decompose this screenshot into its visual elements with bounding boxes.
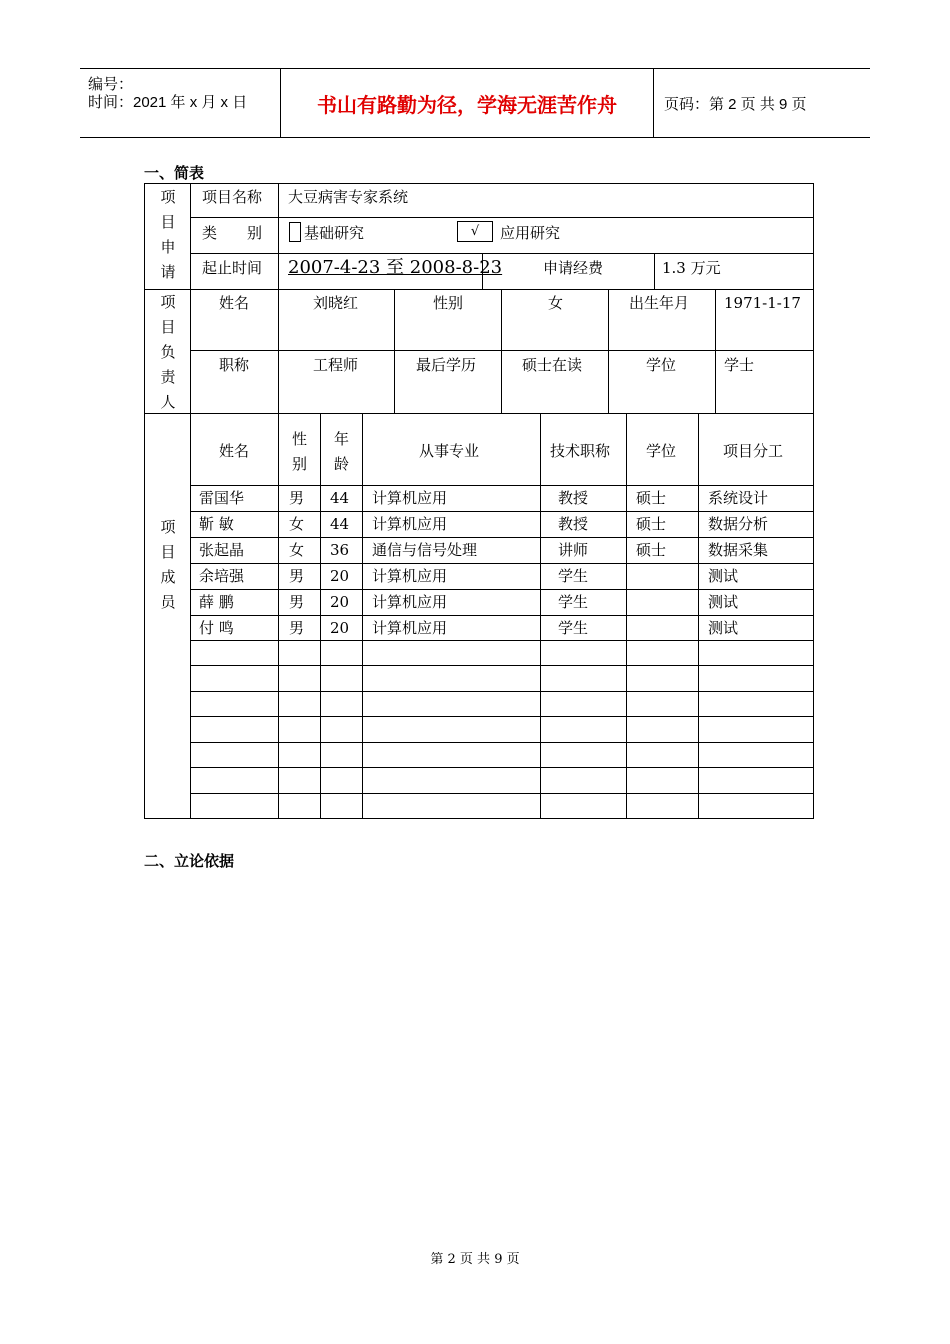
period-label: 起止时间 (202, 259, 263, 277)
basic-research-checkbox (289, 222, 301, 242)
group-char: 申 (160, 238, 176, 256)
member-title: 教授 (558, 489, 589, 507)
members-header-degree: 学位 (646, 442, 677, 460)
member-major: 通信与信号处理 (372, 541, 478, 559)
section-title-basis: 二、立论依据 (144, 852, 235, 870)
member-age: 20 (330, 593, 350, 611)
group-char: 请 (160, 263, 176, 281)
header-meta (80, 69, 281, 137)
table-rule (190, 485, 814, 486)
table-rule (190, 767, 814, 768)
group-char: 人 (160, 393, 176, 411)
members-header-title: 技术职称 (550, 442, 611, 460)
table-rule (190, 716, 814, 717)
table-rule (190, 537, 814, 538)
table-rule (190, 563, 814, 564)
applied-research-label: 应用研究 (500, 224, 561, 242)
member-major: 计算机应用 (372, 489, 448, 507)
doc-time: 时间：2021 年 x 月 x 日 (88, 94, 248, 111)
table-rule (190, 183, 191, 819)
table-rule (190, 217, 814, 218)
leader-degree-value: 学士 (724, 356, 755, 374)
table-rule (278, 413, 279, 819)
member-gender: 男 (289, 593, 305, 611)
fund-value: 1.3 万元 (662, 259, 721, 277)
member-name: 靳 敏 (199, 515, 234, 533)
group-char: 项 (160, 518, 176, 536)
category-label: 类 别 (202, 224, 263, 242)
group-char: 项 (160, 293, 176, 311)
table-rule (394, 289, 395, 413)
leader-edu-value: 硕士在读 (522, 356, 583, 374)
group-char: 目 (160, 318, 176, 336)
leader-title-label: 职称 (219, 356, 250, 374)
members-header-name: 姓名 (219, 442, 250, 460)
leader-degree-label: 学位 (646, 356, 677, 374)
member-age: 20 (330, 567, 350, 585)
member-degree: 硕士 (636, 489, 667, 507)
section-title-summary: 一、简表 (144, 164, 205, 182)
member-age: 20 (330, 619, 350, 637)
member-gender: 男 (289, 619, 305, 637)
leader-edu-label: 最后学历 (416, 356, 477, 374)
group-char: 项 (160, 188, 176, 206)
members-header-gender-1: 性 (292, 430, 308, 448)
group-char: 目 (160, 213, 176, 231)
table-rule (654, 253, 655, 289)
table-rule (190, 742, 814, 743)
group-char: 负 (160, 343, 176, 361)
table-rule (190, 640, 814, 641)
group-char: 目 (160, 543, 176, 561)
member-major: 计算机应用 (372, 567, 448, 585)
table-rule (608, 289, 609, 413)
members-header-role: 项目分工 (723, 442, 784, 460)
member-role: 测试 (708, 567, 739, 585)
leader-birth-value: 1971-1-17 (724, 294, 801, 312)
member-gender: 女 (289, 515, 305, 533)
table-rule (320, 413, 321, 819)
table-rule (190, 665, 814, 666)
table-rule (626, 413, 627, 819)
table-rule (144, 289, 814, 290)
member-major: 计算机应用 (372, 515, 448, 533)
table-rule (190, 615, 814, 616)
member-name: 张起晶 (199, 541, 245, 559)
table-rule (190, 511, 814, 512)
member-gender: 男 (289, 567, 305, 585)
group-char: 责 (160, 368, 176, 386)
member-role: 数据采集 (708, 541, 769, 559)
table-rule (190, 350, 814, 351)
table-rule (698, 413, 699, 819)
doc-number: 编号： (88, 76, 134, 93)
members-header-age-2: 龄 (334, 455, 350, 473)
table-rule (190, 253, 814, 254)
member-role: 系统设计 (708, 489, 769, 507)
page-footer: 第 2 页 共 9 页 (430, 1252, 520, 1267)
header-page: 页码：第 2 页 共 9 页 (664, 95, 807, 113)
member-title: 教授 (558, 515, 589, 533)
leader-gender-label: 性别 (433, 294, 464, 312)
member-name: 付 鸣 (199, 619, 234, 637)
member-age: 44 (330, 489, 350, 507)
leader-birth-label: 出生年月 (629, 294, 690, 312)
project-name-label: 项目名称 (202, 188, 263, 206)
member-major: 计算机应用 (372, 593, 448, 611)
fund-label: 申请经费 (543, 259, 604, 277)
member-name: 雷国华 (199, 489, 245, 507)
project-name-value: 大豆病害专家系统 (288, 188, 409, 206)
member-title: 学生 (558, 567, 589, 585)
table-rule (362, 413, 363, 819)
member-role: 测试 (708, 593, 739, 611)
group-char: 成 (160, 568, 176, 586)
member-age: 44 (330, 515, 350, 533)
members-header-major: 从事专业 (419, 442, 480, 460)
member-gender: 男 (289, 489, 305, 507)
leader-gender-value: 女 (548, 294, 564, 312)
member-degree: 硕士 (636, 515, 667, 533)
table-rule (501, 289, 502, 413)
group-char: 员 (160, 593, 176, 611)
member-title: 讲师 (558, 541, 589, 559)
table-rule (540, 413, 541, 819)
member-title: 学生 (558, 619, 589, 637)
applied-research-checkbox: √ (457, 221, 493, 242)
table-rule (190, 793, 814, 794)
member-title: 学生 (558, 593, 589, 611)
period-value: 2007-4-23 至 2008-8-23 (288, 257, 503, 278)
member-name: 余培强 (199, 567, 245, 585)
table-rule (278, 289, 279, 413)
table-rule (190, 589, 814, 590)
header-motto: 书山有路勤为径，学海无涯苦作舟 (281, 69, 654, 137)
member-major: 计算机应用 (372, 619, 448, 637)
member-role: 数据分析 (708, 515, 769, 533)
table-rule (190, 691, 814, 692)
members-header-age-1: 年 (334, 430, 350, 448)
table-rule (715, 289, 716, 413)
member-name: 薛 鹏 (199, 593, 234, 611)
member-degree: 硕士 (636, 541, 667, 559)
leader-name-value: 刘晓红 (313, 294, 359, 312)
page-header (80, 68, 870, 138)
table-rule (278, 183, 279, 289)
member-role: 测试 (708, 619, 739, 637)
member-age: 36 (330, 541, 350, 559)
member-gender: 女 (289, 541, 305, 559)
members-header-gender-2: 别 (292, 455, 308, 473)
leader-title-value: 工程师 (313, 356, 359, 374)
leader-name-label: 姓名 (219, 294, 250, 312)
basic-research-label: 基础研究 (304, 224, 365, 242)
table-rule (144, 413, 814, 414)
